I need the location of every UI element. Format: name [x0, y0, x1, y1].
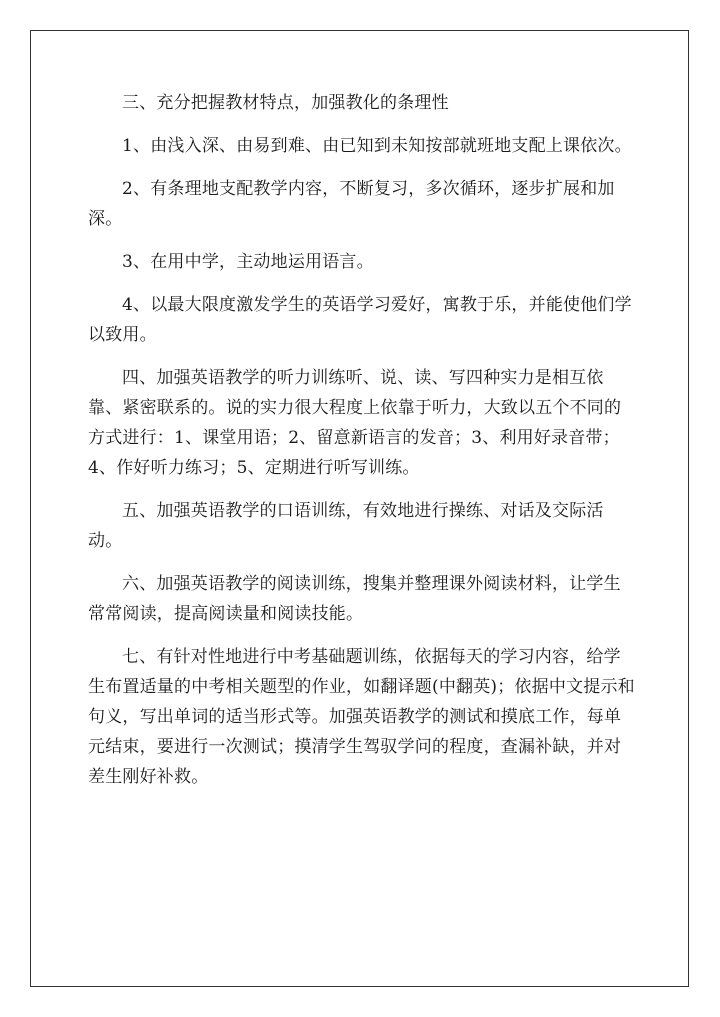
paragraph: 4、以最大限度激发学生的英语学习爱好，寓教于乐，并能使他们学以致用。	[88, 295, 632, 345]
paragraph: 3、在用中学，主动地运用语言。	[122, 252, 374, 272]
paragraph: 七、有针对性地进行中考基础题训练，依据每天的学习内容，给学生布置适量的中考相关题型的作业，如翻译题(中翻英)；依据中文提示和句义，写出单词的适当形式等。加强英语教学的测试和摸底工作，每单元结束，要进行一次测试；摸清学生驾驭学问的程度，查漏补缺，并对差生刚好补救。	[88, 647, 635, 787]
document-body	[88, 88, 636, 805]
paragraph: 四、加强英语教学的听力训练听、说、读、写四种实力是相互依靠、紧密联系的。说的实力很大程度上依靠于听力，大致以五个不同的方式进行：1、课堂用语；2、留意新语言的发音；3、利用好录音带；4、作好听力练习；5、定期进行听写训练。	[88, 368, 622, 478]
paragraph: 1、由浅入深、由易到难、由已知到未知按部就班地支配上课依次。	[122, 136, 632, 156]
paragraph: 三、充分把握教材特点，加强教化的条理性	[122, 93, 449, 113]
paragraph: 2、有条理地支配教学内容，不断复习，多次循环，逐步扩展和加深。	[88, 179, 615, 229]
paragraph: 六、加强英语教学的阅读训练，搜集并整理课外阅读材料，让学生常常阅读，提高阅读量和阅读技能。	[88, 574, 621, 624]
paragraph: 五、加强英语教学的口语训练，有效地进行操练、对话及交际活动。	[88, 501, 604, 551]
